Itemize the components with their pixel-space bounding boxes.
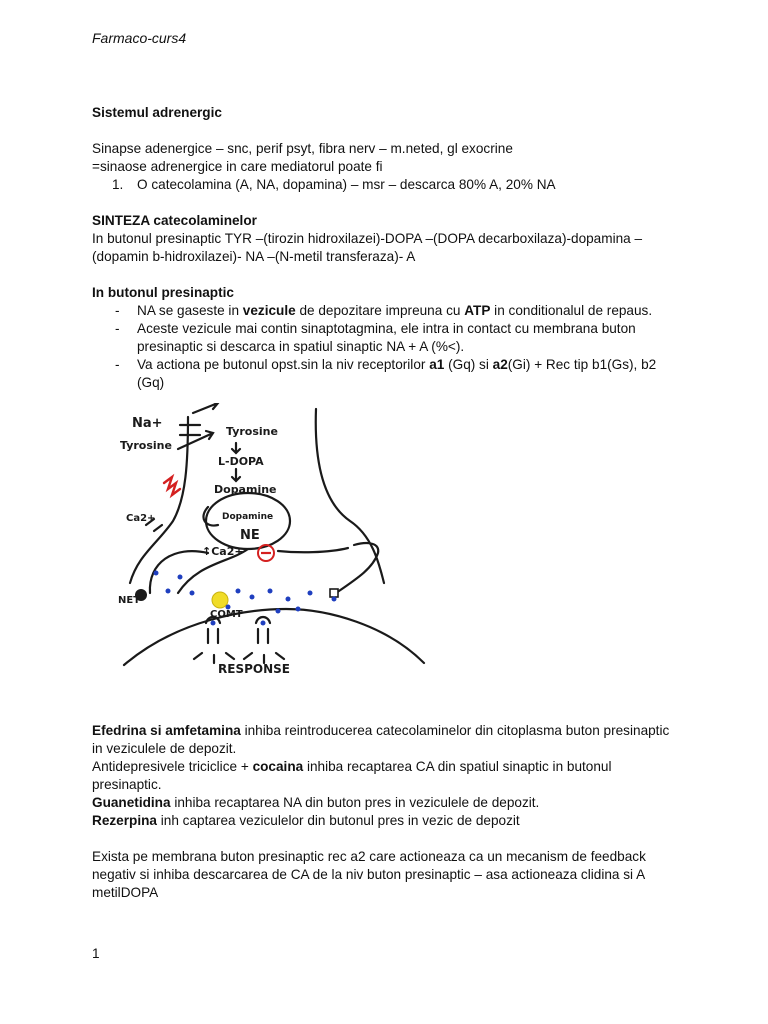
comt-enzyme bbox=[212, 592, 228, 608]
label-ca-left: Ca2+ bbox=[126, 513, 156, 524]
label-tyrosine-out: Tyrosine bbox=[120, 439, 172, 452]
nt-dot bbox=[178, 575, 183, 580]
section-title-buton: In butonul presinaptic bbox=[92, 285, 234, 300]
nt-dot bbox=[250, 595, 255, 600]
tyrosine-arrow bbox=[178, 431, 213, 449]
channel-top bbox=[180, 425, 200, 435]
bold-term: Efedrina si amfetamina bbox=[92, 723, 241, 738]
text-run: in conditionalul de repaus. bbox=[490, 303, 653, 318]
list-item bbox=[92, 176, 682, 194]
list-marker: - bbox=[115, 321, 120, 336]
autoreceptor bbox=[330, 589, 338, 597]
list-item bbox=[92, 320, 682, 356]
bold-term: vezicule bbox=[242, 303, 296, 318]
nt-dot bbox=[276, 609, 281, 614]
list-marker: - bbox=[115, 303, 120, 318]
drug-line-guanetidina bbox=[92, 794, 682, 812]
nt-dot bbox=[154, 571, 159, 576]
list-item bbox=[92, 356, 682, 392]
drug-line-rezerpina bbox=[92, 812, 682, 830]
channel-arrow bbox=[193, 403, 218, 413]
nt-dot bbox=[286, 597, 291, 602]
bold-term: a1 bbox=[429, 357, 445, 372]
nt-dot bbox=[211, 621, 216, 626]
label-dopamine-vesicle: Dopamine bbox=[222, 512, 274, 522]
nt-dot bbox=[190, 591, 195, 596]
document-body-top bbox=[92, 104, 682, 392]
page-header: Farmaco-curs4 bbox=[92, 30, 187, 46]
list-item-text: O catecolamina (A, NA, dopamina) – msr – descarca 80% A, 20% NA bbox=[137, 177, 556, 192]
synthesis-arrow-1 bbox=[232, 443, 240, 453]
label-tyrosine-in: Tyrosine bbox=[226, 425, 278, 438]
text-run: inhiba recaptarea CA din spatiul sinaptic in butonul presinaptic. bbox=[92, 759, 612, 792]
text-run: de depozitare impreuna cu bbox=[295, 303, 465, 318]
text-run: NA se gaseste in bbox=[137, 303, 243, 318]
text-run: Va actiona pe butonul opst.sin la niv receptorilor bbox=[137, 357, 430, 372]
text-run: (Gq) si bbox=[444, 357, 493, 372]
synapse-diagram-svg bbox=[118, 403, 428, 681]
numbered-list bbox=[92, 176, 682, 194]
nt-dot bbox=[166, 589, 171, 594]
synapse-diagram bbox=[118, 403, 428, 681]
text-run: Antidepresivele triciclice + bbox=[92, 759, 253, 774]
label-dopamine: Dopamine bbox=[214, 483, 277, 496]
label-ca-up: ↑Ca2+ bbox=[202, 545, 244, 558]
nt-dot bbox=[268, 589, 273, 594]
label-ldopa: L-DOPA bbox=[218, 455, 264, 468]
bold-term: ATP bbox=[464, 303, 491, 318]
section-title-sinteza: SINTEZA catecolaminelor bbox=[92, 213, 257, 228]
nt-dot bbox=[308, 591, 313, 596]
text-run: Aceste vezicule mai contin sinaptotagmina, ele intra in contact cu membrana buton presinaptic si descarca in spatiul sinaptic NA + A (%<). bbox=[137, 321, 636, 354]
paragraph-line: =sinaose adrenergice in care mediatorul poate fi bbox=[92, 159, 383, 174]
paragraph-line: Sinapse adenergice – snc, perif psyt, fibra nerv – m.neted, gl exocrine bbox=[92, 141, 513, 156]
nt-dot bbox=[236, 589, 241, 594]
label-na: Na+ bbox=[132, 416, 163, 431]
drug-line-cocaina bbox=[92, 758, 682, 794]
nt-dot bbox=[261, 621, 266, 626]
label-comt: COMT bbox=[210, 609, 243, 620]
paragraph-sinteza: In butonul presinaptic TYR –(tirozin hidroxilazei)-DOPA –(DOPA decarboxilaza)-dopamina – (dopamin b-hidroxilazei)- NA –(N-metil transferaza)- A bbox=[92, 231, 643, 264]
bold-term: a2 bbox=[492, 357, 508, 372]
bold-term: cocaina bbox=[252, 759, 304, 774]
synthesis-arrow-2 bbox=[232, 469, 240, 481]
nt-dot bbox=[296, 607, 301, 612]
bold-term: Rezerpina bbox=[92, 813, 157, 828]
terminal-membrane-right bbox=[316, 409, 384, 583]
list-marker: 1. bbox=[112, 177, 124, 192]
section-title-adrenergic: Sistemul adrenergic bbox=[92, 105, 222, 120]
postsynaptic-membrane bbox=[124, 609, 424, 665]
release-arrow-right bbox=[278, 548, 348, 552]
reuptake-loop-right bbox=[336, 543, 378, 593]
bold-term: Guanetidina bbox=[92, 795, 171, 810]
list-item bbox=[92, 302, 682, 320]
text-run: inhiba reintroducerea catecolaminelor din citoplasma buton presinaptic in veziculele de depozit. bbox=[92, 723, 670, 756]
page-number: 1 bbox=[92, 946, 100, 961]
list-marker: - bbox=[115, 357, 120, 372]
label-ne: NE bbox=[240, 528, 260, 543]
bullet-list bbox=[92, 302, 682, 392]
document-body-bottom bbox=[92, 722, 682, 902]
text-run: inhiba recaptarea NA din buton pres in veziculele de depozit. bbox=[170, 795, 540, 810]
label-net: NET bbox=[118, 595, 141, 606]
paragraph-feedback: Exista pe membrana buton presinaptic rec a2 care actioneaza ca un mecanism de feedback negativ si inhiba descarcarea de CA de la niv buton presinaptic – asa actioneaza clidina si A metilDOPA bbox=[92, 849, 646, 900]
neurotransmitter-dots bbox=[154, 571, 337, 626]
label-response: RESPONSE bbox=[218, 662, 290, 676]
text-run: inh captarea veziculelor din butonul pres in vezic de depozit bbox=[156, 813, 520, 828]
text-run: (Gi) + Rec tip b1(Gs), b2 (Gq) bbox=[137, 357, 657, 390]
nt-dot bbox=[332, 597, 337, 602]
drug-line-efedrina bbox=[92, 722, 682, 758]
depolarization-signal bbox=[164, 477, 180, 495]
